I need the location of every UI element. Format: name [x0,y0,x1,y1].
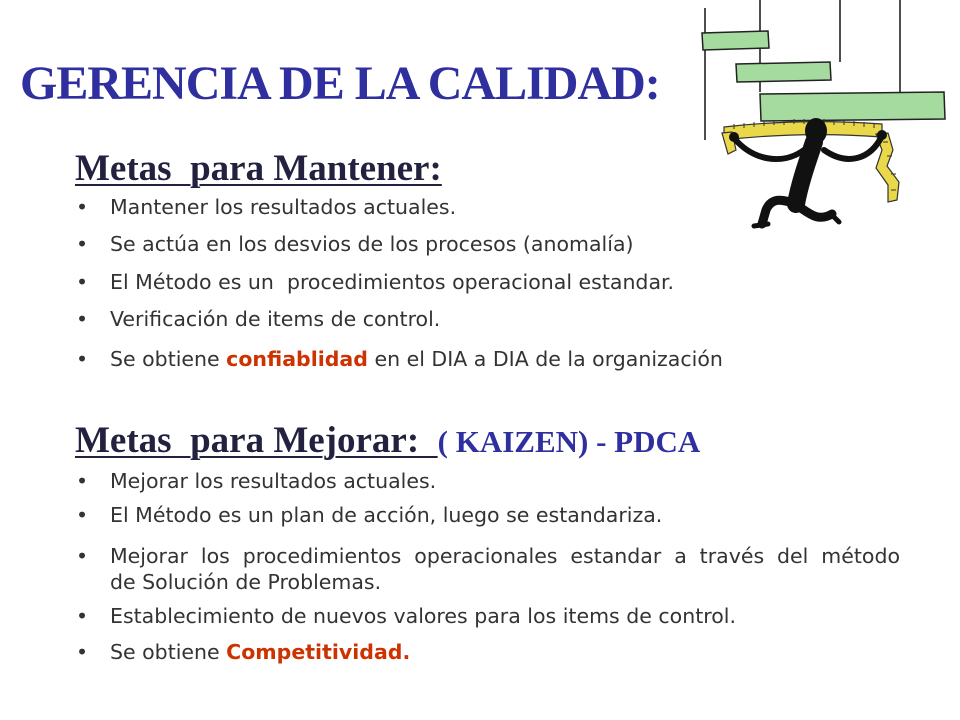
list-item [0,502,900,528]
list-item-text: Mejorar los resultados actuales. [110,469,437,493]
list-item-text: Mantener los resultados actuales. [110,195,457,219]
green-bar-bottom [760,92,945,121]
list-item-text: Se obtiene [110,347,227,371]
list-item-text: Verificación de items de control. [110,307,441,331]
list-item-text-line: de Solución de Problemas. [110,570,382,594]
green-bar-top [702,31,769,50]
maintain-heading-text: Metas para Mantener: [75,148,442,189]
bullet-icon [76,306,88,332]
bullet-icon [76,194,88,220]
list-item [0,231,900,257]
bullet-icon [76,346,88,372]
list-item [0,194,900,220]
green-bar-middle [736,62,831,82]
bullet-icon [76,269,88,295]
highlight-text: confiablidad [226,347,368,371]
bullet-icon [76,603,88,629]
list-item-text-line: Mejorar los procedimientos operacionales estandar a través del método [110,544,900,568]
bullet-icon [76,502,88,528]
list-item [0,346,900,372]
bullet-icon [76,468,88,494]
maintain-heading [75,150,442,187]
highlight-text: Competitividad. [226,640,411,664]
improve-heading [75,422,700,460]
bullet-icon [76,543,88,569]
bullet-icon [76,639,88,665]
list-item [0,543,900,595]
list-item-text: Se actúa en los desvios de los procesos (anomalía) [110,232,634,256]
bullet-icon [76,231,88,257]
list-item [0,639,900,665]
list-item [0,269,900,295]
list-item-text: en el DIA a DIA de la organización [367,347,723,371]
list-item [0,306,900,332]
list-item-text: Establecimiento de nuevos valores para los items de control. [110,604,736,628]
improve-heading-text: Metas para Mejorar: [75,420,438,461]
list-item-text: Se obtiene [110,640,227,664]
page-title: GERENCIA DE LA CALIDAD: [20,57,660,110]
kaizen-pdca-tag: ( KAIZEN) - PDCA [437,424,701,459]
list-item-text: El Método es un plan de acción, luego se estandariza. [110,503,663,527]
list-item [0,603,900,629]
list-item-text: El Método es un procedimientos operacional estandar. [110,270,675,294]
list-item [0,468,900,494]
